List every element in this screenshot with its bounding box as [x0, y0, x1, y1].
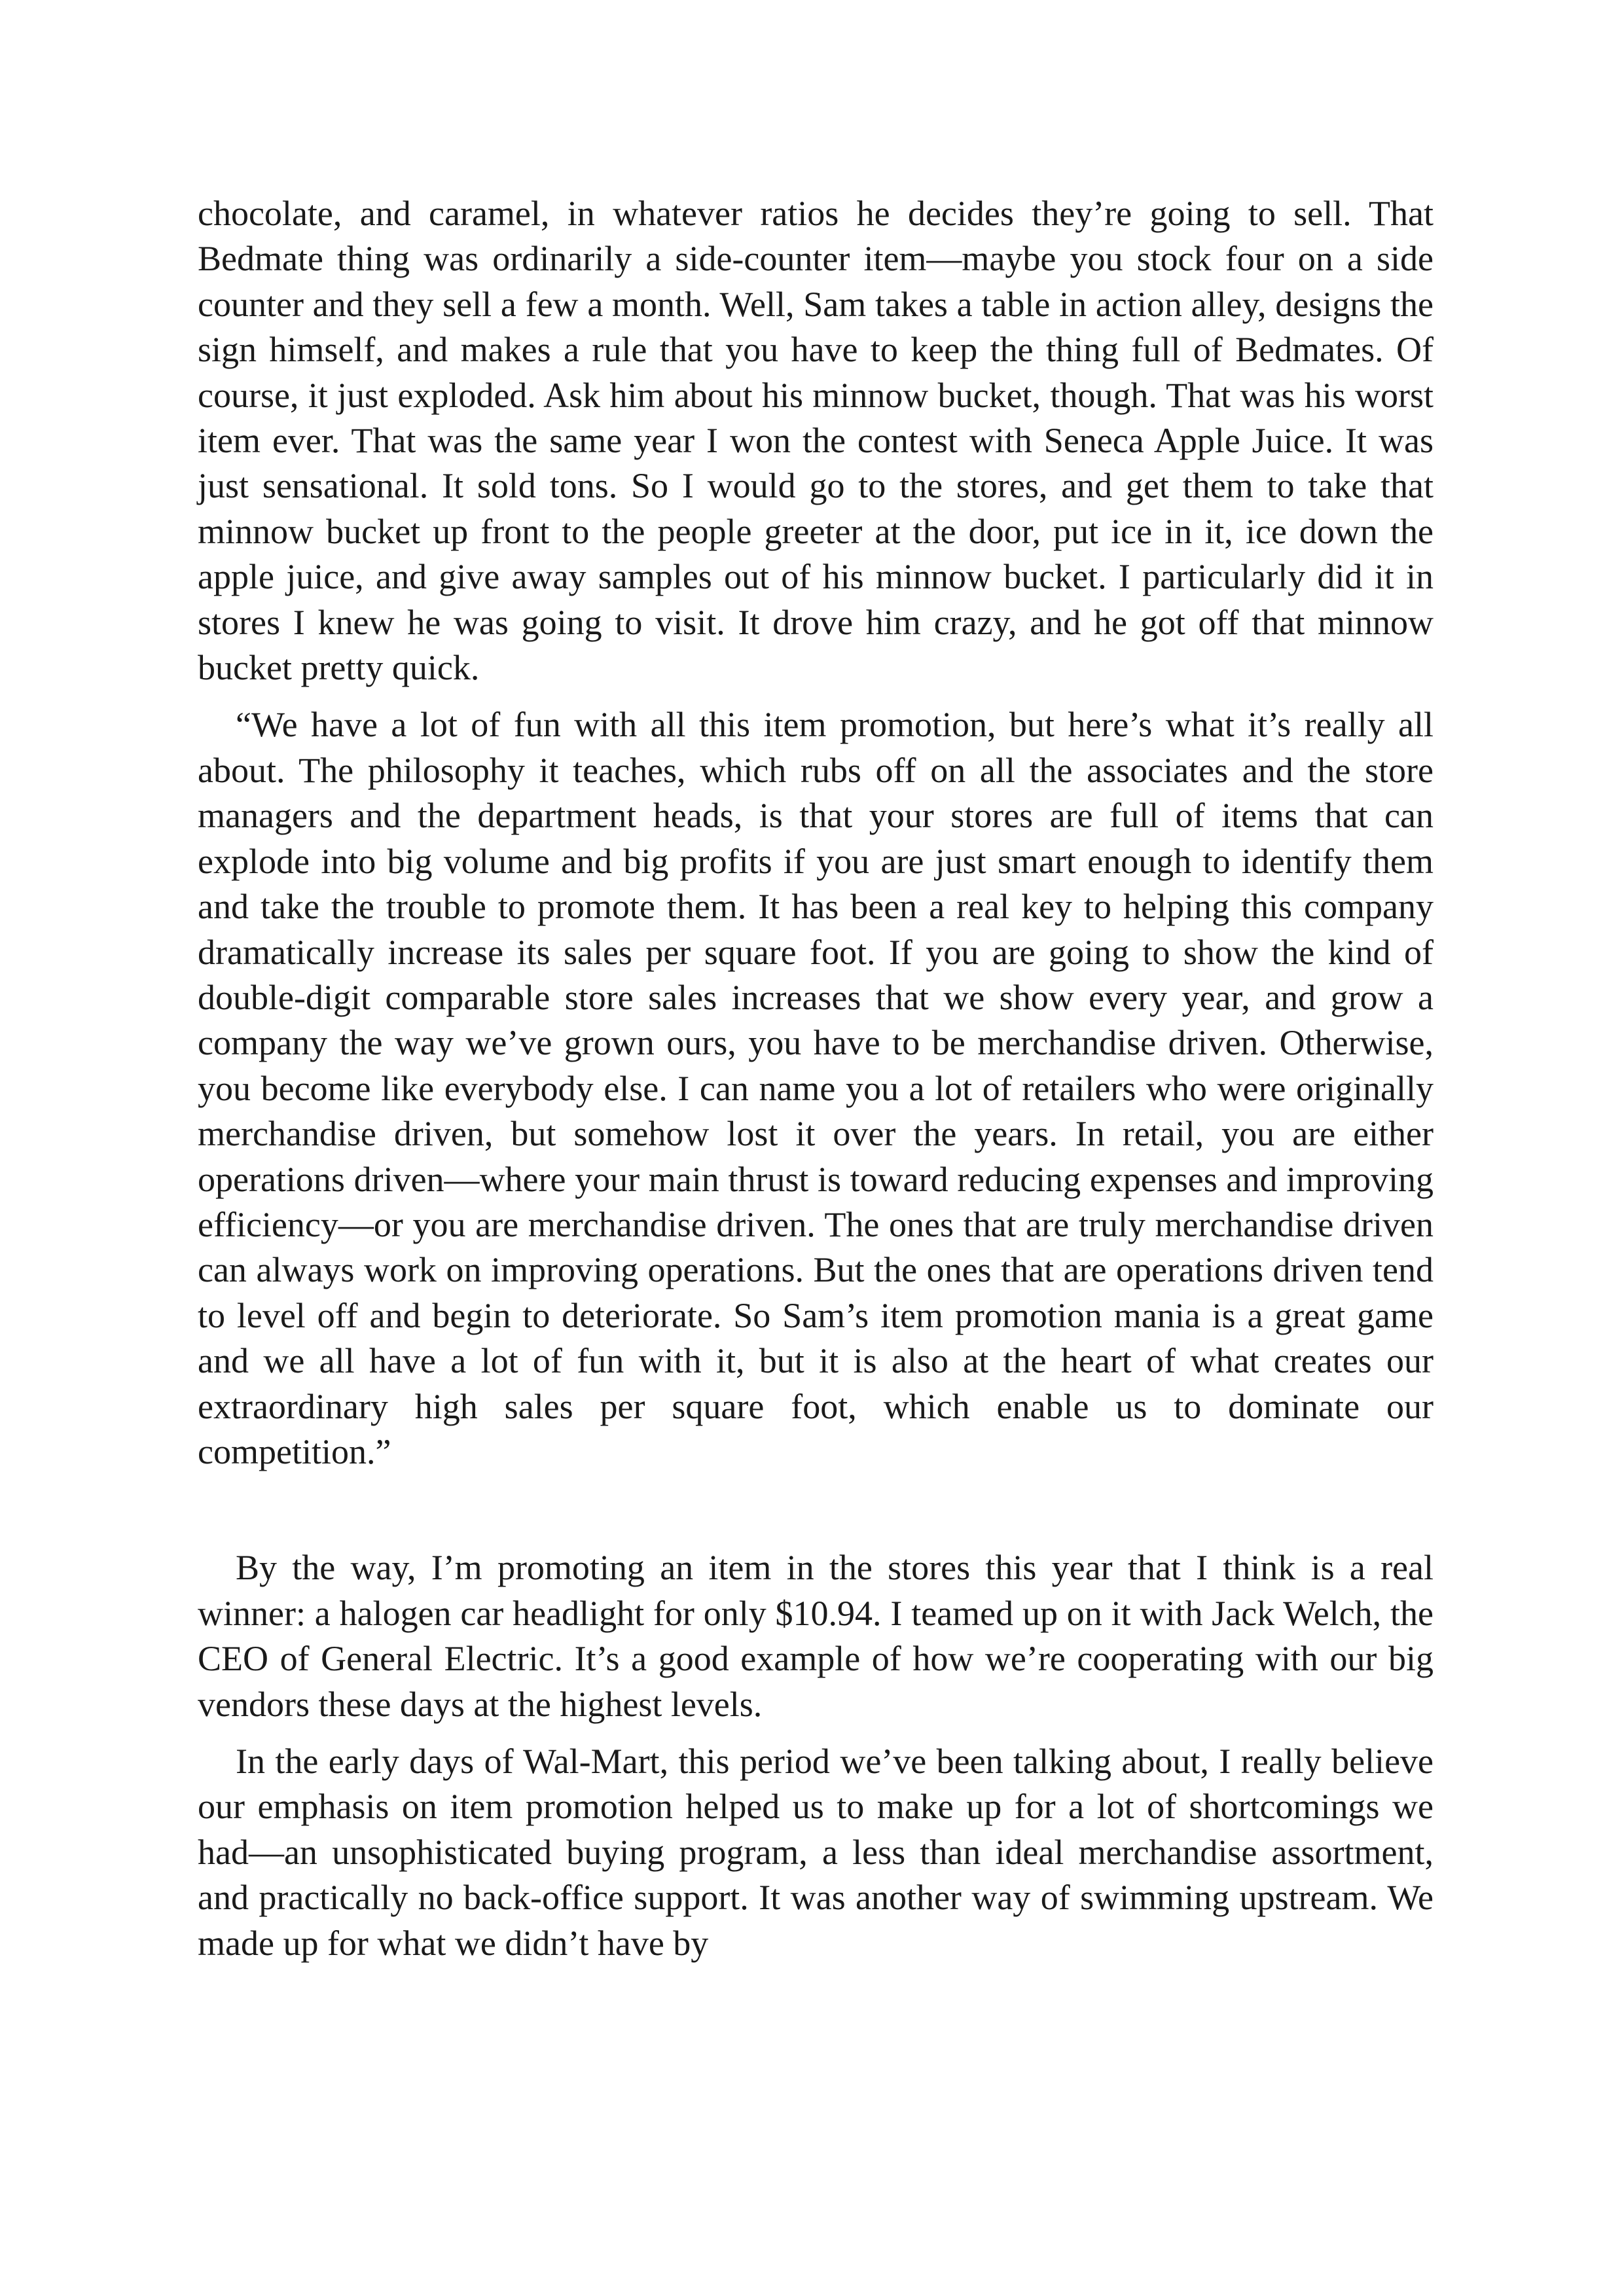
paragraph-1: chocolate, and caramel, in whatever ratios he decides they’re going to sell. That Bedmate thing was ordinarily a side-counter item—maybe you stock four on a side counter and they sell a few a month. Well, Sam takes a table in action alley, designs the sign himself, and makes a rule that you have to keep the thing full of Bedmates. Of course, it just exploded. Ask him about his minnow bucket, though. That was his worst item ever. That was the same year I won the contest with Seneca Apple Juice. It was just sensational. It sold tons. So I would go to the stores, and get them to take that minnow bucket up front to the people greeter at the door, put ice in it, ice down the apple juice, and give away samples out of his minnow bucket. I particularly did it in stores I knew he was going to visit. It drove him crazy, and he got off that minnow bucket pretty quick. [198, 194, 1434, 688]
paragraph-3: By the way, I’m promoting an item in the stores this year that I think is a real winner: a halogen car headlight for only $10.94. I teamed up on it with Jack Welch, the CEO of General Electric. It’s a good example of how we’re cooperating with our big vendors these days at the highest levels. [198, 1548, 1434, 1724]
paragraph-2: “We have a lot of fun with all this item promotion, but here’s what it’s really all about. The philosophy it teaches, which rubs off on all the associates and the store managers and the department heads, is that your stores are full of items that can explode into big volume and big profits if you are just smart enough to identify them and take the trouble to promote them. It has been a real key to helping this company dramatically increase its sales per square foot. If you are going to show the kind of double-digit comparable store sales increases that we show every year, and grow a company the way we’ve grown ours, you have to be merchandise driven. Otherwise, you become like everybody else. I can name you a lot of retailers who were originally merchandise driven, but somehow lost it over the years. In retail, you are either operations driven—where your main thrust is toward reducing expenses and improving efficiency—or you are merchandise driven. The ones that are truly merchandise driven can always work on improving operations. But the ones that are operations driven tend to level off and begin to deteriorate. So Sam’s item promotion mania is a great game and we all have a lot of fun with it, but it is also at the heart of what creates our extraordinary high sales per square foot, which enable us to dominate our competition.” [198, 705, 1434, 1471]
page-body [198, 191, 1434, 1966]
paragraph-4: In the early days of Wal-Mart, this period we’ve been talking about, I really believe our emphasis on item promotion helped us to make up for a lot of shortcomings we had—an unsophisticated buying program, a less than ideal merchandise assortment, and practically no back-office support. It was another way of swimming upstream. We made up for what we didn’t have by [198, 1742, 1434, 1963]
